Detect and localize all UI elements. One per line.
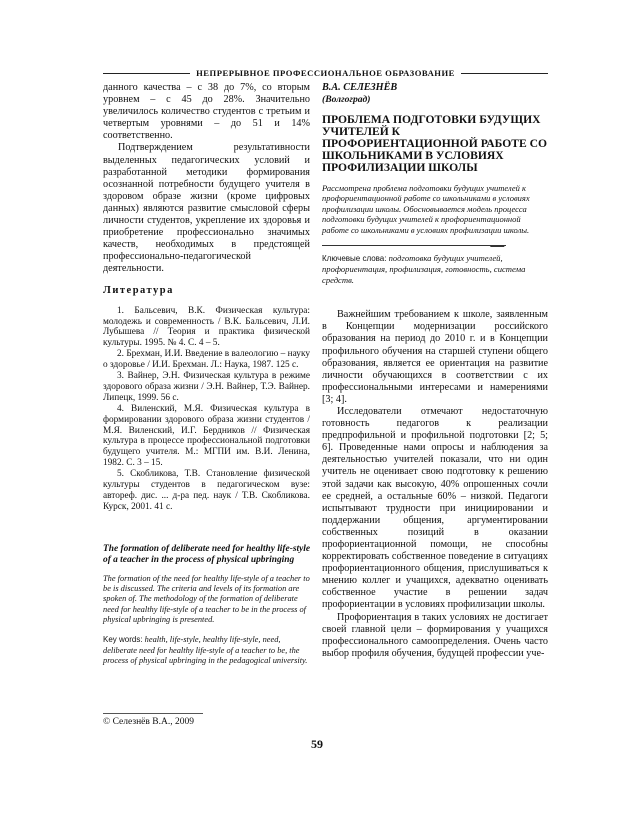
english-keywords-label: Key words:: [103, 635, 143, 645]
page-number: 59: [311, 737, 323, 751]
body-paragraph: Подтверждением результативности выделенных педагогических условий и разработанной методики формирования осознанной потребности будущего учителя в здоровом образе жизни (кроме цифровых данных) являются развитие смысловой сферы личности студентов, укрепление их здоровья и приобретение профессионально значимых качеств, необходимых в предстоящей профессионально-педагогической деятельности.: [103, 142, 310, 275]
english-abstract: The formation of the need for healthy life-style of a teacher to be is discussed. The criteria and levels of its formation are spoken of. The methodology of the formation of deliberate need for healthy life-style of a teacher to be in the process of physical upbringing is presented.: [103, 573, 310, 624]
left-column: [103, 82, 310, 666]
english-keywords: [103, 635, 310, 666]
right-column: [322, 82, 548, 660]
body-paragraph: Исследователи отмечают недостаточную готовность педагогов к реализации предпрофильной и профильной подготовки [2; 5; 6]. Проведенные нами опросы и наблюдения за деятельностью учителей показали, что ни один учитель не оценивает свою подготовку к решению этой задачи как высокую, 40% опрошенных сочли ее средней, а остальные 60% – низкой. Педагоги испытывают трудности при инициировании и поддержании общения, аргументировании собственных позиций в оказании профориентационной помощи, не способны корректировать собственное поведение в ситуациях профориентационного общения, прислушиваться к мнению коллег и учащихся, адекватно оценивать собственное участие в решении задач профориентации в условиях профилизации школы.: [322, 405, 548, 611]
reference-item: 4. Виленский, М.Я. Физическая культура в формировании здорового образа жизни студентов / М.Я. Виленский, И.Г. Бердников // Физическая культура в процессе профессиональной подготовки будущего учителя. М.: МГПИ им. В.И. Ленина, 1982. С. 3 – 15.: [103, 403, 310, 469]
body-paragraph: Важнейшим требованием к школе, заявленным в Концепции модернизации российского образования на период до 2010 г. и в Концепции профильного обучения на старшей ступени общего образования, является ее ориентация на развитие личности обучающихся в соответствии с их профессиональными интересами и намерениями [3; 4].: [322, 309, 548, 405]
body-paragraph: Профориентация в таких условиях не достигает своей главной цели – формирования у учащихся профессионального самоопределения. Очень часто выбор профиля обучения, будущей профессии уче-: [322, 611, 548, 659]
reference-item: 2. Брехман, И.И. Введение в валеологию – науку о здоровье / И.И. Брехман. Л.: Наука, 1987. 125 с.: [103, 349, 310, 371]
abstract-separator: [322, 242, 506, 248]
header-title: НЕПРЕРЫВНОЕ ПРОФЕССИОНАЛЬНОЕ ОБРАЗОВАНИЕ: [196, 68, 455, 78]
author-city: (Волгоград): [322, 94, 371, 105]
references-heading: Литература: [103, 284, 174, 296]
reference-item: 5. Скобликова, Т.В. Становление физической культуры студентов в педагогическом вузе: автореф. дис. ... д-ра пед. наук / Т.В. Скобликова. Курск, 2001. 41 с.: [103, 469, 310, 512]
article-title: ПРОБЛЕМА ПОДГОТОВКИ БУДУЩИХ УЧИТЕЛЕЙ К ПРОФОРИЕНТАЦИОННОЙ РАБОТЕ СО ШКОЛЬНИКАМИ В УСЛОВИЯХ ПРОФИЛИЗАЦИИ ШКОЛЫ: [322, 112, 548, 174]
keywords: [322, 253, 548, 285]
article-body: [322, 309, 548, 660]
english-keywords-text: health, life-style, healthy life-style, need, deliberate need for healthy life-style of a teacher to be, the process of physical upbringing in the pedagogical university.: [103, 635, 308, 665]
keywords-label: Ключевые слова:: [322, 254, 387, 263]
running-header: [103, 68, 548, 78]
body-paragraph: данного качества – с 38 до 7%, со вторым уровнем – с 45 до 28%. Значительно увеличилось количество студентов с третьим и четвертым уровнями – до 51 и 14% соответственно.: [103, 82, 310, 142]
article-author: В.А. СЕЛЕЗНЁВ: [322, 82, 398, 93]
header-rule-left: [103, 73, 190, 74]
keywords-text: подготовка будущих учителей, профориентация, профилизация, готовность, система средств.: [322, 253, 526, 285]
reference-item: 1. Бальсевич, В.К. Физическая культура: молодежь и современность / В.К. Бальсевич, Л.И. Лубышева // Теория и практика физической культуры. 1995. № 4. С. 4 – 5.: [103, 305, 310, 349]
header-rule-right: [461, 73, 548, 74]
footnote-rule: [103, 713, 203, 714]
english-title: The formation of deliberate need for healthy life-style of a teacher in the process of physical upbringing: [103, 543, 310, 565]
copyright: © Селезнёв В.А., 2009: [103, 717, 194, 727]
article-abstract: Рассмотрена проблема подготовки будущих учителей к профориентационной работе со школьниками в условиях профилизации школы. Обосновывается модель процесса подготовки будущих учителей к профориентационной работе со школьниками в условиях профилизации школы.: [322, 182, 530, 235]
reference-item: 3. Вайнер, Э.Н. Физическая культура в режиме здорового образа жизни / Э.Н. Вайнер, Т.Э. Вайнер. Липецк, 1999. 56 с.: [103, 371, 310, 403]
